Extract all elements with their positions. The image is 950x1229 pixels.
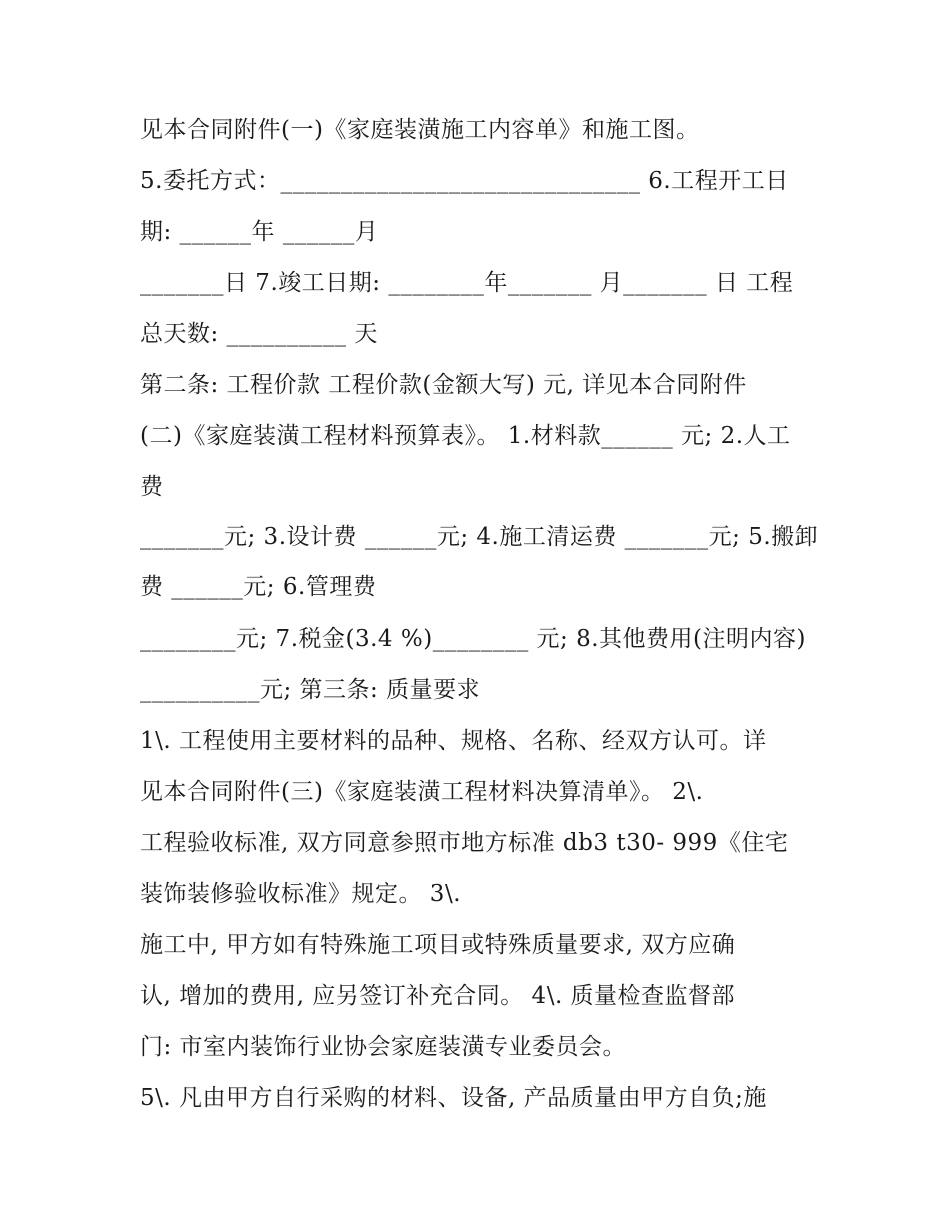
text-line: 费 (140, 474, 164, 500)
text-line: _______元; 3.设计费 ______元; 4.施工清运费 _______元; 5.搬卸 (140, 524, 819, 550)
text-line: 工程验收标准, 双方同意参照市地方标准 db3 t30- 999《住宅 (140, 830, 789, 856)
text-line: 认, 增加的费用, 应另签订补充合同。 4\. 质量检查监督部 (140, 983, 736, 1009)
text-line: 第二条: 工程价款 工程价款(金额大写) 元, 详见本合同附件 (140, 372, 747, 398)
text-line: 装饰装修验收标准》规定。 3\. (140, 881, 462, 907)
text-line: 费 ______元; 6.管理费 (140, 574, 377, 600)
text-line: 5.委托方式：______________________________ 6.工程开工日 (140, 168, 789, 194)
text-line: __________元; 第三条: 质量要求 (140, 677, 481, 703)
text-line: 总天数: __________ 天 (140, 321, 378, 347)
text-line: ________元; 7.税金(3.4 %)________ 元; 8.其他费用(注明内容) (140, 626, 806, 652)
text-line: 施工中, 甲方如有特殊施工项目或特殊质量要求, 双方应确 (140, 932, 736, 958)
text-line: 期: ______年 ______月 (140, 219, 379, 245)
text-line: 门: 市室内装饰行业协会家庭装潢专业委员会。 (140, 1034, 627, 1060)
text-line: _______日 7.竣工日期: ________年_______ 月_______ 日 工程 (140, 270, 794, 296)
text-line: 见本合同附件(三)《家庭装潢工程材料决算清单》。 2\. (140, 779, 704, 805)
text-line: 1\. 工程使用主要材料的品种、规格、名称、经双方认可。详 (140, 728, 767, 754)
text-line: (二)《家庭装潢工程材料预算表》。 1.材料款______ 元; 2.人工 (140, 423, 791, 449)
text-line: 见本合同附件(一)《家庭装潢施工内容单》和施工图。 (140, 117, 700, 143)
text-line: 5\. 凡由甲方自行采购的材料、设备, 产品质量由甲方自负;施 (140, 1085, 767, 1111)
